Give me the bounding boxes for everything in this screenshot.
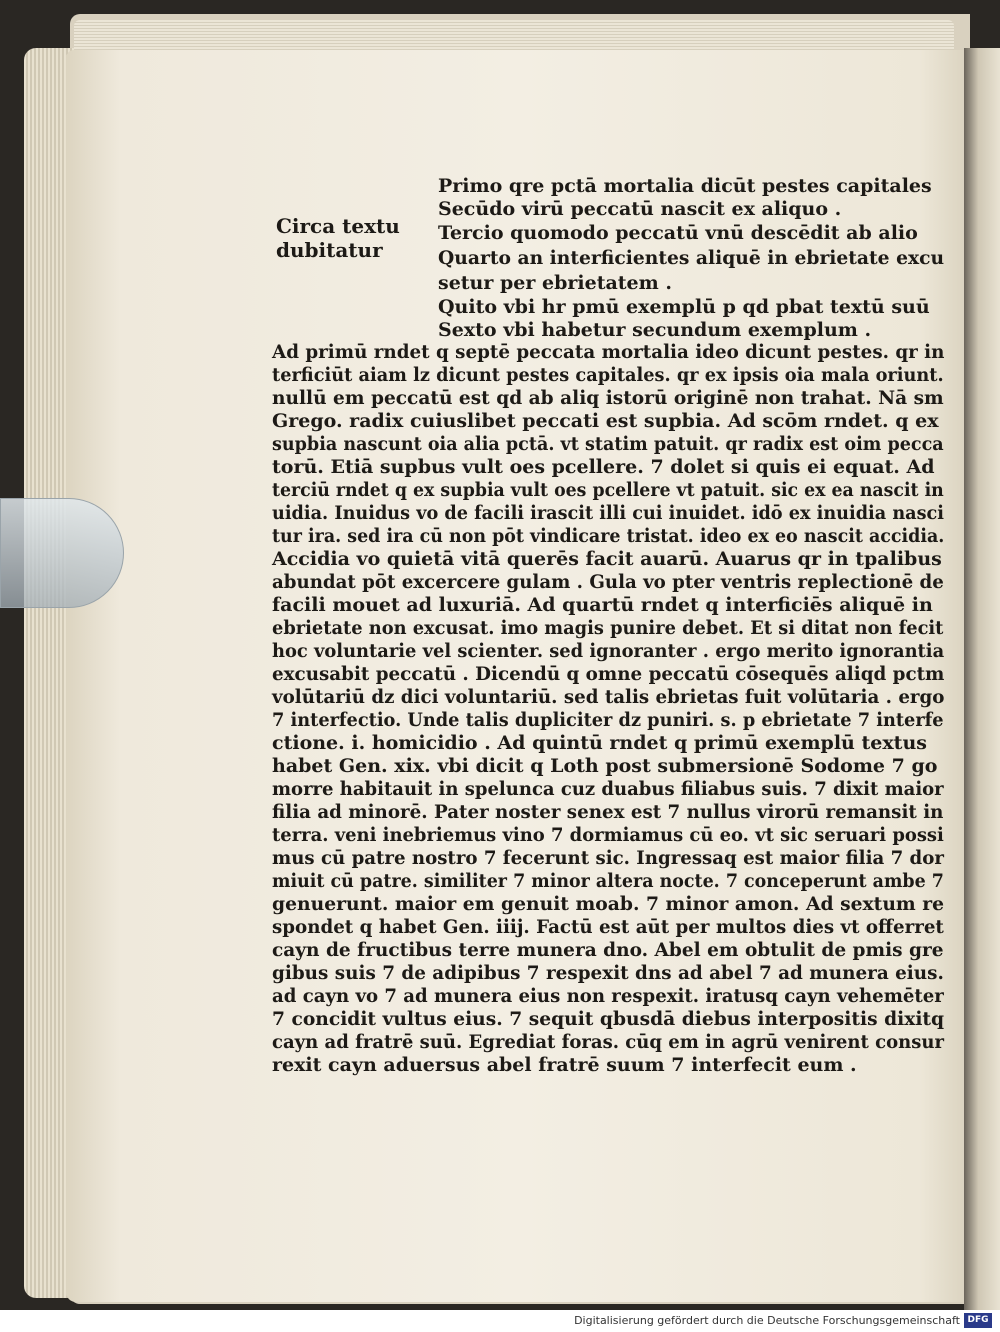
body-line: ctione. i. homicidio . Ad quintū rndet q primū exemplū textus	[272, 732, 927, 754]
page-top-edges	[74, 20, 954, 54]
question-line: Tercio quomodo peccatū vnū descēdit ab alio	[438, 222, 918, 244]
body-line: cayn ad fratrē suū. Egrediat foras. cūq em in agrū venirent consur	[272, 1031, 944, 1053]
body-line: Grego. radix cuiuslibet peccati est supbia. Ad scōm rndet. q ex	[272, 410, 939, 432]
body-line: nullū em peccatū est qd ab aliq istorū originē non trahat. Nā sm	[272, 387, 944, 409]
body-line: terra. veni inebriemus vino 7 dormiamus cū eo. vt sic seruari possi	[272, 824, 944, 846]
body-line: rexit cayn aduersus abel fratrē suum 7 interfecit eum .	[272, 1054, 857, 1076]
body-line: ebrietate non excusat. imo magis punire debet. Et si ditat non fecit	[272, 617, 944, 639]
dfg-logo-icon: DFG	[964, 1313, 992, 1328]
body-line: facili mouet ad luxuriā. Ad quartū rndet q interficiēs aliquē in	[272, 594, 933, 616]
body-line: 7 concidit vultus eius. 7 sequit qbusdā diebus interpositis dixitq	[272, 1008, 945, 1030]
footer-bar	[0, 1310, 1000, 1332]
body-line: miuit cū patre. similiter 7 minor altera nocte. 7 conceperunt ambe 7	[272, 870, 944, 892]
question-line: Quarto an interficientes aliquē in ebrietate excu	[438, 247, 945, 269]
question-line: Sexto vbi habetur secundum exemplum .	[438, 319, 872, 341]
body-line: tur ira. sed ira cū non pōt vindicare tristat. ideo ex eo nascit accidia.	[272, 525, 945, 547]
body-line: Ad primū rndet q septē peccata mortalia ideo dicunt pestes. qr in	[272, 341, 945, 363]
body-line: abundat pōt excercere gulam . Gula vo pter ventris replectionē de	[272, 571, 944, 593]
body-line: Accidia vo quietā vitā querēs facit auarū. Auarus qr in tpalibus	[272, 548, 942, 570]
body-line: 7 interfectio. Unde talis dupliciter dz puniri. s. p ebrietate 7 interfe	[272, 709, 944, 731]
body-line: terficiūt aiam lz dicunt pestes capitales. qr ex ipsis oia mala oriunt.	[272, 364, 944, 386]
book-gutter	[964, 48, 1000, 1310]
question-line: Primo qre pctā mortalia dicūt pestes capitales	[438, 175, 932, 197]
book-page	[66, 50, 974, 1302]
body-line: excusabit peccatū . Dicendū q omne peccatū cōsequēs aliqd pctm	[272, 663, 945, 685]
body-line: ad cayn vo 7 ad munera eius non respexit. iratusq cayn vehemēter	[272, 985, 944, 1007]
body-line: gibus suis 7 de adipibus 7 respexit dns ad abel 7 ad munera eius.	[272, 962, 944, 984]
body-line: cayn de fructibus terre munera dno. Abel em obtulit de pmis gre	[272, 939, 944, 961]
question-line: Secūdo virū peccatū nascit ex aliquo .	[438, 198, 842, 220]
body-line: habet Gen. xix. vbi dicit q Loth post submersionē Sodome 7 go	[272, 755, 938, 777]
question-line: Quito vbi hr pmū exemplū p qd pbat textū suū	[438, 296, 930, 318]
body-line: genuerunt. maior em genuit moab. 7 minor amon. Ad sextum re	[272, 893, 945, 915]
page-clip	[0, 498, 124, 608]
side-note-line: Circa textu	[276, 214, 400, 238]
body-line: morre habitauit in spelunca cuz duabus filiabus suis. 7 dixit maior	[272, 778, 944, 800]
funding-note: Digitalisierung gefördert durch die Deutsche Forschungsgemeinschaft	[574, 1314, 960, 1327]
body-line: terciū rndet q ex supbia vult oes pcellere vt patuit. sic ex ea nascit in	[272, 479, 944, 501]
body-line: torū. Etiā supbus vult oes pcellere. 7 dolet si quis ei equat. Ad	[272, 456, 935, 478]
side-note-line: dubitatur	[276, 238, 383, 262]
body-line: hoc voluntarie vel scienter. sed ignoranter . ergo merito ignorantia	[272, 640, 945, 662]
body-line: supbia nascunt oia alia pctā. vt statim patuit. qr radix est oim pecca	[272, 433, 944, 455]
body-line: volūtariū dz dici voluntariū. sed talis ebrietas fuit volūtaria . ergo	[272, 686, 945, 708]
body-line: spondet q habet Gen. iiij. Factū est aūt per multos dies vt offerret	[272, 916, 944, 938]
body-line: mus cū patre nostro 7 fecerunt sic. Ingressaq est maior filia 7 dor	[272, 847, 944, 869]
body-line: uidia. Inuidus vo de facili irascit illi cui inuidet. idō ex inuidia nasci	[272, 502, 944, 524]
body-line: filia ad minorē. Pater noster senex est 7 nullus virorū remansit in	[272, 801, 944, 823]
question-line: setur per ebrietatem .	[438, 272, 672, 294]
